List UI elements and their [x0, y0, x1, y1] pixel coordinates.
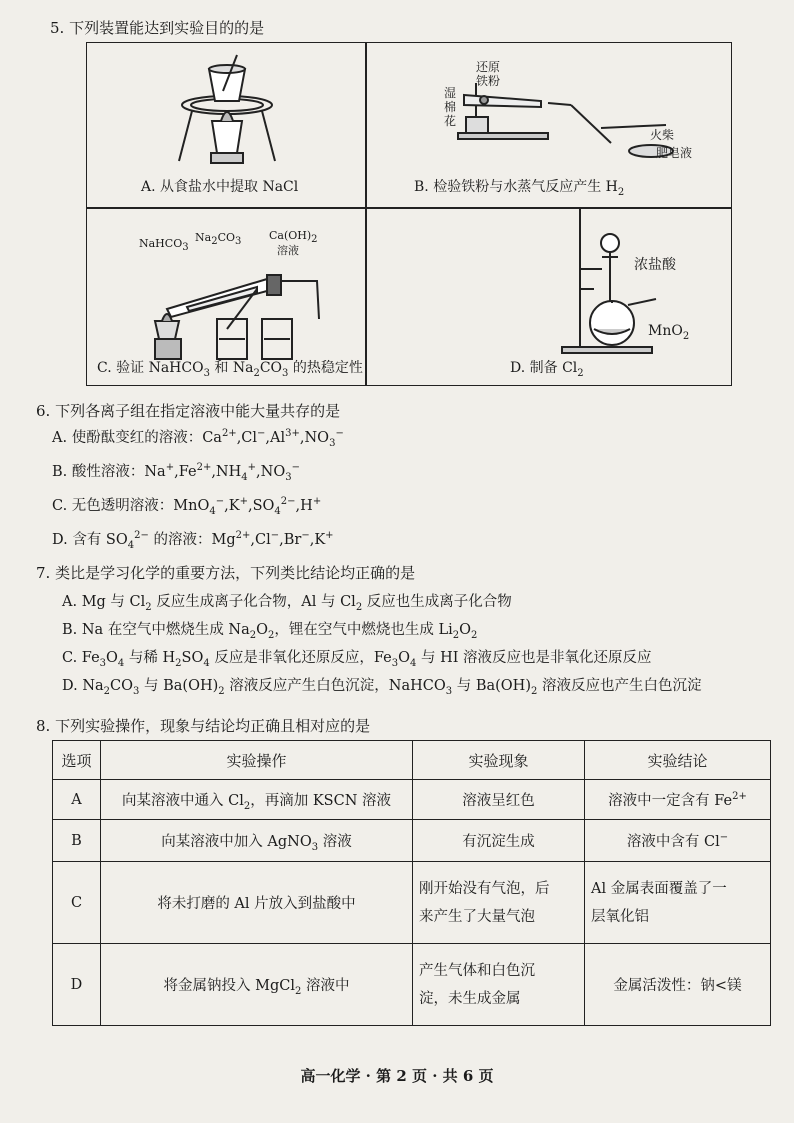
- q5-option-b: [366, 43, 732, 207]
- q7-stem: 7. 类比是学习化学的重要方法，下列类比结论均正确的是: [36, 564, 416, 582]
- table-row: [53, 944, 771, 1026]
- q6-stem: 6. 下列各离子组在指定溶液中能大量共存的是: [36, 402, 341, 420]
- table-row: [53, 862, 771, 944]
- row-b-operation: 向某溶液中加入 AgNO$_3$ 溶液: [101, 820, 413, 862]
- row-c-phenomenon: 刚开始没有气泡，后 来产生了大量气泡: [413, 862, 585, 944]
- label-wet: 湿: [444, 86, 457, 100]
- row-c-operation: 将未打磨的 Al 片放入到盐酸中: [101, 862, 413, 944]
- row-d-conclusion: 金属活泼性：钠<镁: [585, 944, 771, 1026]
- q5-stem: 5. 下列装置能达到实验目的的是: [50, 19, 265, 37]
- header-conclusion: 实验结论: [585, 741, 771, 780]
- q7-option-d: D. $Na_2CO_3$ 与 $Ba(OH)_2$ 溶液反应产生白色沉淀，NaHCO$_3$ 与 $Ba(OH)_2$ 溶液反应也产生白色沉淀: [62, 678, 702, 697]
- row-d-option: D: [53, 944, 101, 1026]
- label-caoh2: $Ca(OH)_2$: [269, 229, 318, 246]
- row-d-phenomenon: 产生气体和白色沉 淀，未生成金属: [413, 944, 585, 1026]
- table-row: [53, 780, 771, 820]
- header-phenomenon: 实验现象: [413, 741, 585, 780]
- caption-d: D. 制备 $Cl_2$: [510, 360, 584, 379]
- q8-stem: 8. 下列实验操作，现象与结论均正确且相对应的是: [36, 717, 371, 735]
- q7-option-b: B. Na 在空气中燃烧生成 $Na_2O_2$，锂在空气中燃烧也生成 $Li_2O_2$: [62, 622, 478, 641]
- row-a-conclusion: 溶液中一定含有 $Fe^{2+}$: [585, 780, 771, 820]
- row-c-conclusion: Al 金属表面覆盖了一 层氧化铝: [585, 862, 771, 944]
- q8-table: [52, 740, 771, 1026]
- q5-option-c: [87, 209, 365, 385]
- table-header-row: [53, 741, 771, 780]
- label-iron-powder: 铁粉: [476, 74, 501, 88]
- q7-option-c: C. $Fe_3O_4$ 与稀 $H_2SO_4$ 反应是非氧化还原反应，$Fe_3O_4$ 与 HI 溶液反应也是非氧化还原反应: [62, 650, 652, 669]
- q5-option-a: [87, 43, 365, 207]
- q6-option-a: A. 使酚酞变红的溶液：$Ca^{2+},Cl^-,Al^{3+},NO_3^-$: [52, 428, 344, 449]
- label-conc-hcl: 浓盐酸: [634, 257, 676, 273]
- caption-b: B. 检验铁粉与水蒸气反应产生 $H_2$: [414, 179, 625, 198]
- label-match: 火柴: [650, 128, 675, 142]
- row-c-option: C: [53, 862, 101, 944]
- row-d-operation: 将金属钠投入 MgCl$_2$ 溶液中: [101, 944, 413, 1026]
- header-operation: 实验操作: [101, 741, 413, 780]
- q6-option-c: C. 无色透明溶液：$MnO_4^-,K^+,SO_4^{2-},H^+$: [52, 496, 322, 517]
- label-mno2: MnO$_2$: [648, 323, 690, 342]
- label-soap-solution: 肥皂液: [656, 146, 693, 160]
- q5-option-d: [366, 209, 732, 385]
- caption-c: C. 验证 NaHCO$_3$ 和 $Na_2CO_3$ 的热稳定性: [97, 360, 363, 379]
- caption-a: A. 从食盐水中提取 NaCl: [141, 179, 299, 195]
- label-na2co3: $Na_2CO_3$: [195, 231, 242, 248]
- label-cotton: 棉: [444, 100, 457, 114]
- q7-option-a: A. Mg 与 $Cl_2$ 反应生成离子化合物，Al 与 $Cl_2$ 反应也生成离子化合物: [62, 594, 512, 613]
- q5-figure-grid: [86, 42, 732, 386]
- row-b-phenomenon: 有沉淀生成: [413, 820, 585, 862]
- label-reduced: 还原: [476, 60, 501, 74]
- row-a-phenomenon: 溶液呈红色: [413, 780, 585, 820]
- label-solution: 溶液: [277, 244, 299, 257]
- q6-option-b: B. 酸性溶液：$Na^+,Fe^{2+},NH_4^+,NO_3^-$: [52, 462, 300, 483]
- label-flower: 花: [444, 114, 457, 128]
- q6-option-d: D. 含有 $SO_4^{2-}$ 的溶液：$Mg^{2+},Cl^-,Br^-,K^+$: [52, 530, 334, 551]
- page-footer: 高一化学 · 第 2 页 · 共 6 页: [300, 1067, 494, 1085]
- row-b-option: B: [53, 820, 101, 862]
- row-a-option: A: [53, 780, 101, 820]
- row-b-conclusion: 溶液中含有 Cl−: [585, 820, 771, 862]
- header-option: 选项: [53, 741, 101, 780]
- table-row: [53, 820, 771, 862]
- row-a-operation: 向某溶液中通入 $Cl_2$，再滴加 KSCN 溶液: [101, 780, 413, 820]
- label-nahco3: NaHCO$_3$: [139, 237, 189, 254]
